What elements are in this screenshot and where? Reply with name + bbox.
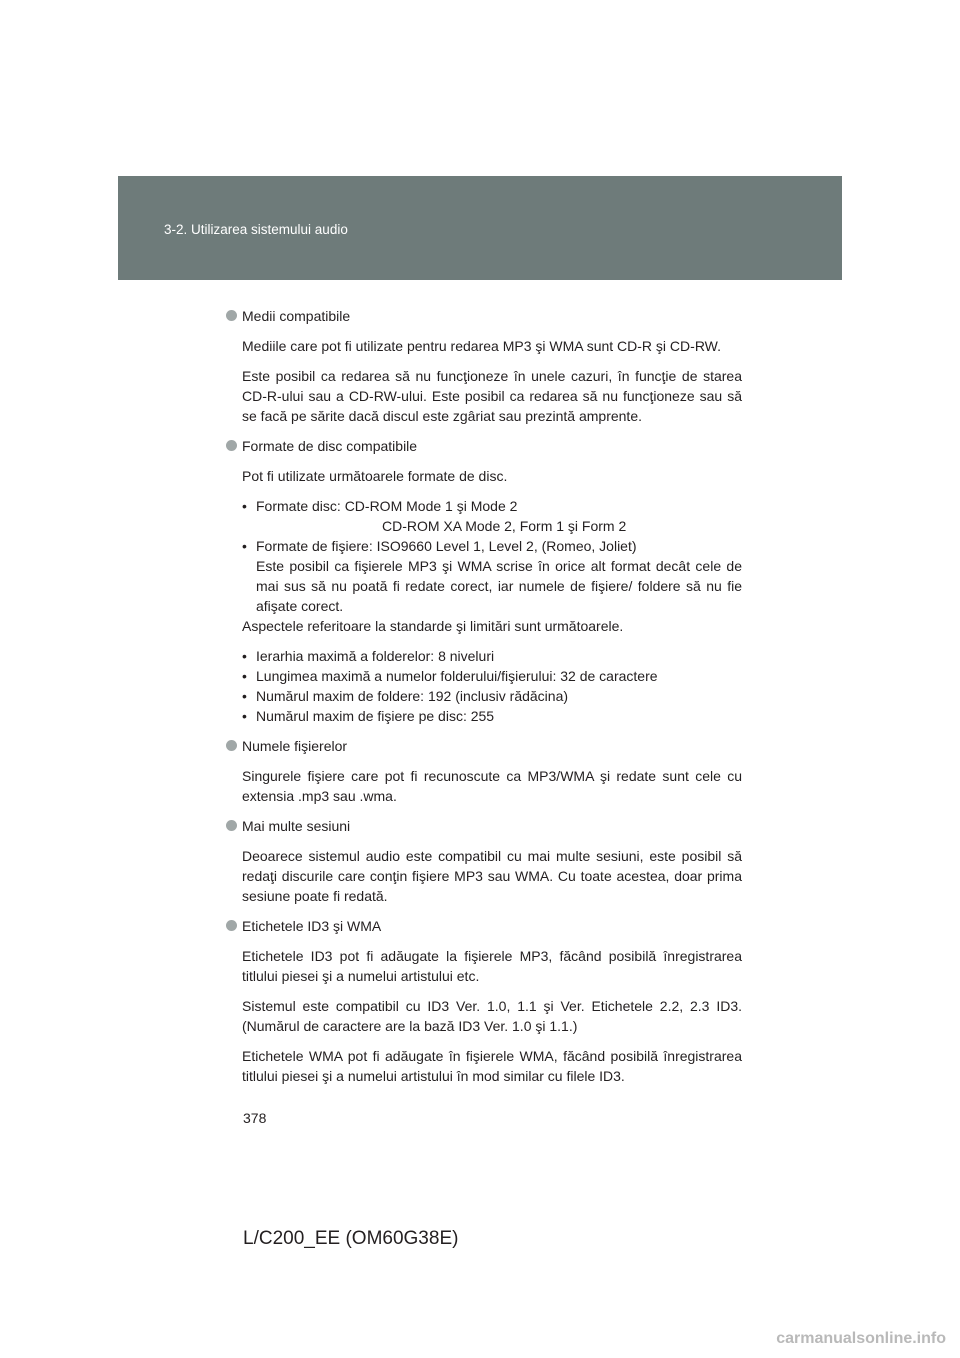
disc-formats-continuation: CD-ROM XA Mode 2, Form 1 şi Form 2 [382, 518, 627, 534]
section-title-compatible-media: Medii compatibile [242, 308, 351, 324]
document-code: L/C200_EE (OM60G38E) [243, 1228, 459, 1249]
list-item: • Numărul maxim de foldere: 192 (inclusiv rădăcina) [242, 686, 742, 706]
section-file-names [228, 736, 742, 806]
bullet-dot-icon [226, 440, 237, 451]
section-title-id3-wma-tags: Etichetele ID3 şi WMA [242, 918, 382, 934]
section-title-disc-formats: Formate de disc compatibile [242, 438, 418, 454]
paragraph: Pot fi utilizate următoarele formate de disc. [242, 468, 508, 484]
page-content [228, 306, 742, 1096]
paragraph: Singurele fişiere care pot fi recunoscute ca MP3/WMA şi redate sunt cele cu extensia .mp3 sau .wma. [242, 768, 742, 804]
header-band [118, 176, 842, 280]
section-title: 3-2. Utilizarea sistemului audio [164, 222, 348, 237]
section-title-file-names: Numele fişierelor [242, 738, 348, 754]
paragraph: Este posibil ca redarea să nu funcţioneze în unele cazuri, în funcţie de starea CD-R-ului sau a CD-RW-ului. Este posibil ca redarea să nu funcţioneze sau să se facă pe sărite dacă discul este zgâriat sau prezintă amprente. [242, 368, 742, 424]
paragraph: Deoarece sistemul audio este compatibil cu mai multe sesiuni, este posibil să redaţi discurile care conţin fişiere MP3 sau WMA. Cu toate acestea, doar prima sesiune poate fi redată. [242, 848, 742, 904]
paragraph: Etichetele WMA pot fi adăugate în fişierele WMA, făcând posibilă înregistrarea titlului piesei şi a numelui artistului în mod similar cu filele ID3. [242, 1048, 742, 1084]
watermark-text: carmanualsonline.info [776, 1330, 946, 1347]
list-item [242, 496, 742, 536]
section-multi-session [228, 816, 742, 906]
paragraph: Mediile care pot fi utilizate pentru redarea MP3 şi WMA sunt CD-R şi CD-RW. [242, 338, 722, 354]
format-list [242, 496, 742, 616]
paragraph: Aspectele referitoare la standarde şi limitări sunt următoarele. [242, 618, 624, 634]
paragraph: Sistemul este compatibil cu ID3 Ver. 1.0, 1.1 şi Ver. Etichetele 2.2, 2.3 ID3. (Numărul de caractere are la bază ID3 Ver. 1.0 şi 1.1.) [242, 998, 742, 1034]
limits-list [242, 646, 742, 726]
list-item [242, 536, 742, 616]
section-id3-wma-tags [228, 916, 742, 1086]
page-number: 378 [243, 1110, 267, 1126]
list-item: • Lungimea maximă a numelor folderului/fişierului: 32 de caractere [242, 666, 742, 686]
disc-formats-label: Formate disc: CD-ROM Mode 1 şi Mode 2 [256, 498, 518, 514]
list-item: • Ierarhia maximă a folderelor: 8 niveluri [242, 646, 742, 666]
bullet-dot-icon [226, 920, 237, 931]
file-formats-note: Este posibil ca fişierele MP3 şi WMA scrise în orice alt format decât cele de mai sus să nu poată fi redate corect, iar numele de fişiere/ foldere să nu fie afişate corect. [256, 558, 742, 614]
bullet-dot-icon [226, 310, 237, 321]
bullet-dot-icon [226, 820, 237, 831]
list-item: • Numărul maxim de fişiere pe disc: 255 [242, 706, 742, 726]
bullet-dot-icon [226, 740, 237, 751]
file-formats-label: Formate de fişiere: ISO9660 Level 1, Level 2, (Romeo, Joliet) [256, 538, 637, 554]
section-title-multi-session: Mai multe sesiuni [242, 818, 351, 834]
section-compatible-media [228, 306, 742, 426]
paragraph: Etichetele ID3 pot fi adăugate la fişierele MP3, făcând posibilă înregistrarea titlului piesei şi a numelui artistului etc. [242, 948, 742, 984]
section-disc-formats [228, 436, 742, 726]
